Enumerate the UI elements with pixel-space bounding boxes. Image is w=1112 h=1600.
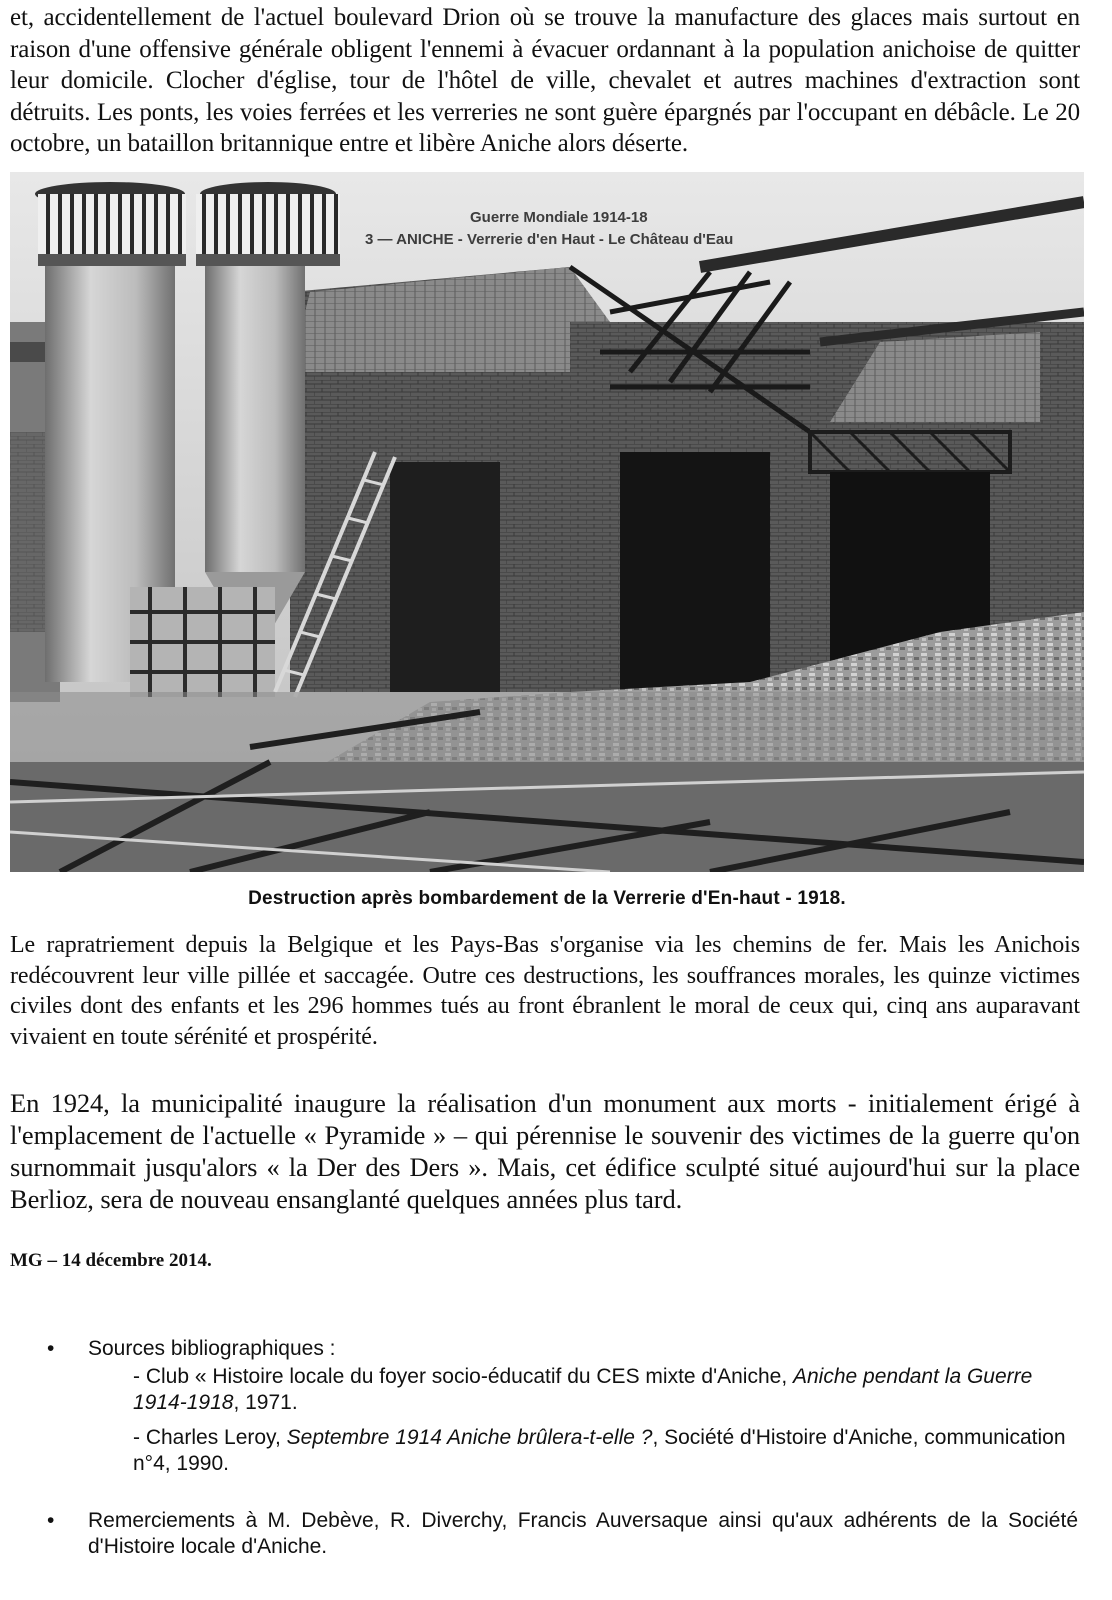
postcard-legend-line2: 3 — ANICHE - Verrerie d'en Haut - Le Château d'Eau [365, 231, 734, 248]
photo-illustration [10, 172, 1084, 872]
reference-item: - Charles Leroy, Septembre 1914 Aniche brûlera-t-elle ?, Société d'Histoire d'Aniche, communication n°4, 1990. [133, 1426, 1066, 1475]
acknowledgements-text: Remerciements à M. Debève, R. Diverchy, Francis Auversaque ainsi qu'aux adhérents de la Société d'Histoire locale d'Aniche. [88, 1509, 1078, 1558]
postcard-legend-line1: Guerre Mondiale 1914-18 [470, 209, 648, 226]
reference-title: Septembre 1914 Aniche brûlera-t-elle ? [286, 1426, 653, 1449]
reference-item: - Club « Histoire locale du foyer socio-éducatif du CES mixte d'Aniche, Aniche pendant la Guerre 1914-1918, 1971. [133, 1365, 1033, 1414]
sources-title: Sources bibliographiques : [88, 1337, 336, 1360]
bullet-icon: • [47, 1337, 55, 1360]
paragraph-repatriation: Le rapratriement depuis la Belgique et les Pays-Bas s'organise via les chemins de fer. Mais les Anichois redécouvrent leur ville pillée et saccagée. Outre ces destructions, les souffrances morales, les quinze victimes civiles dont des enfants et les 296 hommes tués au front ébranlent le moral de ceux qui, cinq ans auparavant vivaient en toute sérénité et prospérité. [10, 932, 1080, 1050]
paragraph-liberation: et, accidentellement de l'actuel boulevard Drion où se trouve la manufacture des glaces mais surtout en raison d'une offensive générale obligent l'ennemi à évacuer ordannant à la population anichoise de quitter leur domicile. Clocher d'église, tour de l'hôtel de ville, chevalet et autres machines d'extraction sont détruits. Les ponts, les voies ferrées et les verreries ne sont guère épargnés par l'occupant en débâcle. Le 20 octobre, un bataillon britannique entre et libère Aniche alors déserte. [10, 4, 1080, 157]
reference-title: Aniche pendant la Guerre 1914-1918 [133, 1365, 1033, 1414]
author-signature: MG – 14 décembre 2014. [10, 1250, 212, 1271]
paragraph-monument: En 1924, la municipalité inaugure la réalisation d'un monument aux morts - initialement érigé à l'emplacement de l'actuelle « Pyramide » – qui pérennise le souvenir des victimes de la guerre qu'on surnommait jusqu'alors « la Der des Ders ». Mais, cet édifice sculpté situé aujourd'hui sur la place Berlioz, sera de nouveau ensanglanté quelques années plus tard. [10, 1088, 1080, 1214]
photo-caption: Destruction après bombardement de la Verrerie d'En-haut - 1918. [248, 888, 846, 909]
bullet-icon: • [47, 1509, 55, 1532]
historical-photo-glassworks-ruins [10, 172, 1084, 872]
